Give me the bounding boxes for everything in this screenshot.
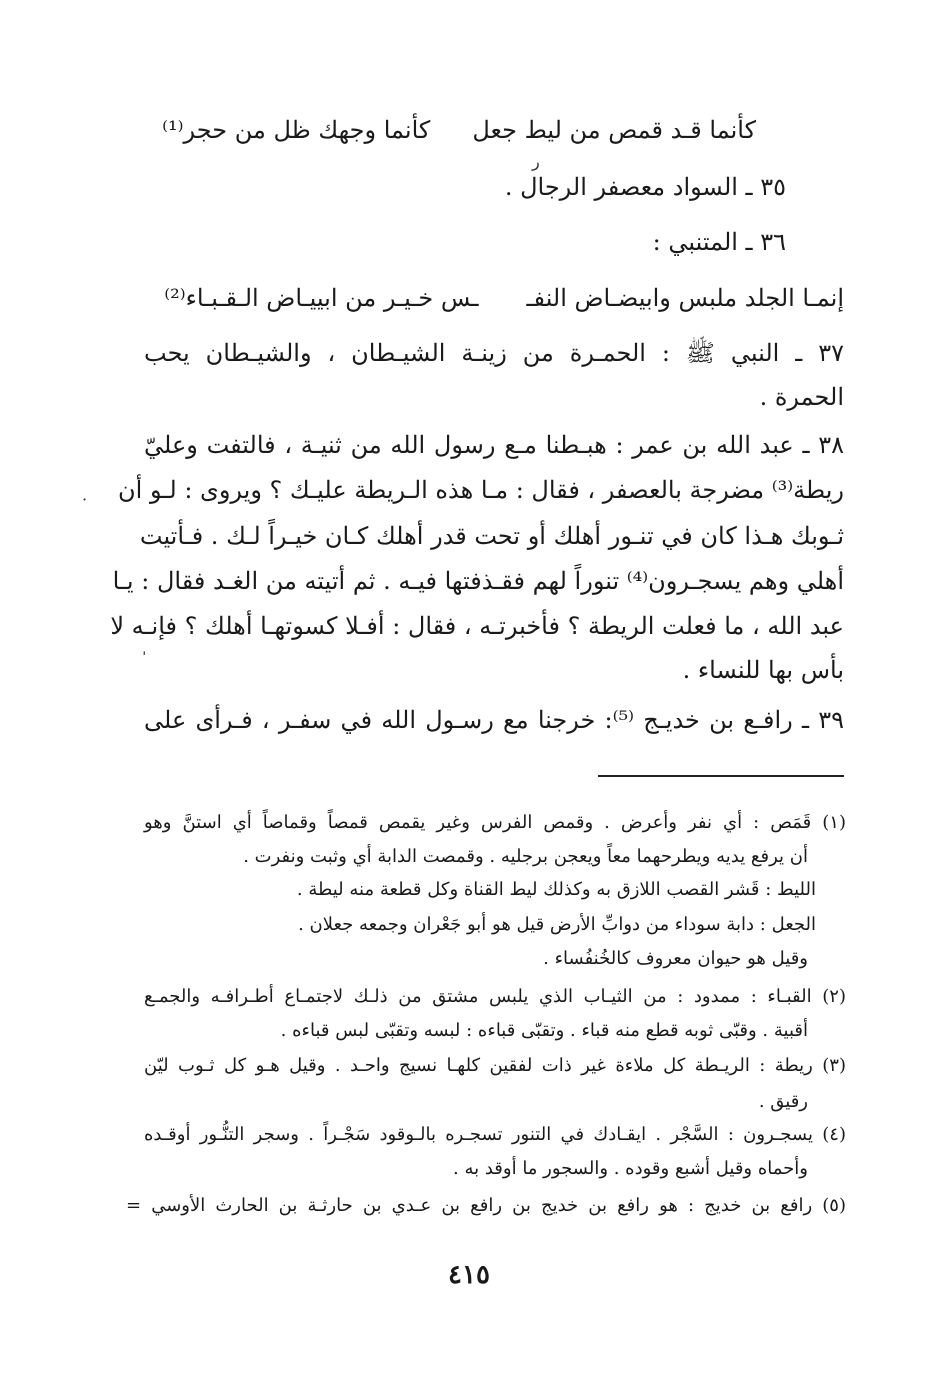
print-speck-mark: ر xyxy=(532,152,540,171)
print-speck-mark: · xyxy=(82,490,88,509)
entry-38-line-4: أهلي وهم يسجـرون⁽⁴⁾ تنوراً لهم فقـذفتها فيـه . ثم أتيته من الغـد فقال : يـا xyxy=(112,567,844,595)
entry-38-line-2: ريطة⁽³⁾ مضرجة بالعصفر ، فقال : مـا هذه الـريطة عليـك ؟ ويروى : لـو أن xyxy=(118,476,844,504)
footnote-3-line-2: رقيق . xyxy=(758,1091,808,1112)
entry-38-line-3: ثـوبك هـذا كان في تنـور أهلك أو تحت قدر أهلك كـان خيـراً لـك . فـأتيت xyxy=(139,522,844,550)
footnote-1-line-5: وقيل هو حيوان معروف كالخُنفُساء . xyxy=(543,948,808,969)
verse-2 xyxy=(164,284,844,312)
footnote-4-line-1: (٤) يسجـرون : السَّجْر . ايقـادك في التنور تسجـره بالـوقود سَجْـراً . وسجر التنُّـور أوقـده xyxy=(144,1124,846,1145)
footnote-1-line-1: (١) قَمَص : أي نفر وأعرض . وقمص الفرس وغير يقمص قمصاً وقماصاً أي استنَّ وهو xyxy=(144,812,846,833)
footnote-2-line-2: أقبية . وقبّى ثوبه قطع منه قباء . وتقبّى قباءه : لبسه وتقبّى لبس قباءه . xyxy=(280,1020,808,1041)
footnote-4-line-2: وأحماه وقيل أشبع وقوده . والسجور ما أوقد به . xyxy=(453,1158,808,1179)
entry-38-line-6: بأس بها للنساء . xyxy=(682,656,844,684)
footnote-1-line-2: أن يرفع يديه ويطرحهما معاً ويعجن برجليه . وقمصت الدابة أي وثبت ونفرت . xyxy=(243,846,808,867)
verse-1-right-hemistich: كأنما قـد قمص من ليط جعل xyxy=(472,116,756,144)
entry-39-line-1: ٣٩ ـ رافـع بن خديـج ⁽⁵⁾: خرجنا مع رسـول الله في سفـر ، فـرأى على xyxy=(144,706,844,734)
entry-36: ٣٦ ـ المتنبي : xyxy=(652,228,786,256)
footnote-5-line-1: (٥) رافع بن خديج : هو رافع بن خديج بن رافع بن عـدي بن حارثـة بن الحارث الأوسي = xyxy=(126,1195,846,1216)
entry-37-line-1: ٣٧ ـ النبي ﷺ : الحمـرة من زينـة الشيـطان ، والشيـطان يحب xyxy=(144,339,844,367)
footnote-separator xyxy=(598,775,844,777)
verse-2-right-hemistich: إنمـا الجلد ملبس وابيضـاض النفـ xyxy=(526,284,844,312)
entry-35: ٣٥ ـ السواد معصفر الرجال . xyxy=(504,173,786,201)
footnote-1-line-3: الليط : قَشر القصب اللازق به وكذلك ليط القناة وكل قطعة منه ليطة . xyxy=(296,879,816,900)
print-speck-mark: ˌ xyxy=(142,638,147,657)
entry-38-line-5: عبد الله ، ما فعلت الريطة ؟ فأخبرتـه ، فقال : أفـلا كسوتهـا أهلك ؟ فإنـه لا xyxy=(110,612,844,640)
footnote-2-line-1: (٢) القبـاء : ممدود : من الثيـاب الذي يلبس مشتق من ذلـك لاجتمـاع أطـرافـه والجمـع xyxy=(144,986,846,1007)
page-number: ٤١٥ xyxy=(448,1260,490,1290)
verse-2-left-hemistich: ـس خـيـر من ابييـاض الـقـبـاء⁽²⁾ xyxy=(164,284,479,312)
verse-1 xyxy=(162,116,756,144)
entry-37-line-2: الحمرة . xyxy=(759,383,844,411)
footnote-1-line-4: الجعل : دابة سوداء من دوابِّ الأرض قيل هو أبو جَعْران وجمعه جعلان . xyxy=(298,914,816,935)
footnote-3-line-1: (٣) ريطة : الريـطة كل ملاءة غير ذات لفقين كلهـا نسيج واحـد . وقيل هـو كل ثـوب ليّن xyxy=(144,1055,846,1076)
verse-1-left-hemistich: كأنما وجهك ظل من حجر⁽¹⁾ xyxy=(162,116,431,144)
entry-38-line-1: ٣٨ ـ عبد الله بن عمر : هبـطنا مـع رسول الله من ثنيـة ، فالتفت وعليّ xyxy=(144,431,844,459)
